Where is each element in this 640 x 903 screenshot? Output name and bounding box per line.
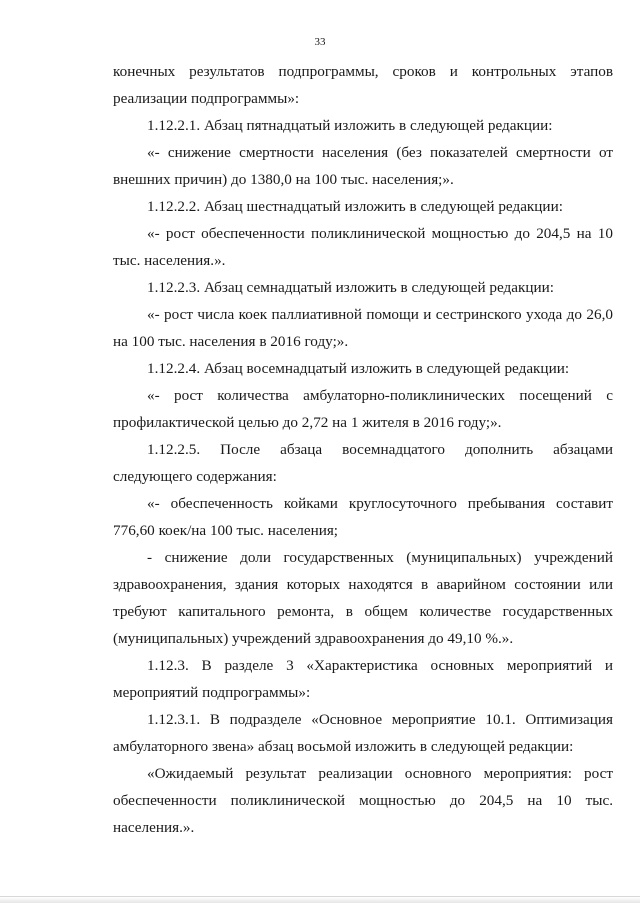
paragraph-1-12-2-4: 1.12.2.4. Абзац восемнадцатый изложить в следующей редакции: [147,360,570,377]
paragraph-polyclinic-quote: «- рост обеспеченности поликлинической мощностью до 204,5 на 10 тыс. населения.». [113,225,613,269]
page-number: 33 [314,36,326,48]
paragraph-expected-result-quote: «Ожидаемый результат реализации основного мероприятия: рост обеспеченности поликлинической мощностью до 204,5 на 10 тыс. населения.». [113,765,613,836]
paragraph-1-12-2-1: 1.12.2.1. Абзац пятнадцатый изложить в следующей редакции: [147,117,553,134]
paragraph-palliative-quote: «- рост числа коек паллиативной помощи и сестринского ухода до 26,0 на 100 тыс. населения в 2016 году;». [113,306,613,350]
paragraph-1-12-2-2: 1.12.2.2. Абзац шестнадцатый изложить в следующей редакции: [147,198,563,215]
paragraph-1-12-2-5: 1.12.2.5. После абзаца восемнадцатого дополнить абзацами следующего содержания: [113,441,613,485]
paragraph-visits-quote: «- рост количества амбулаторно-поликлинических посещений с профилактической целью до 2,72 на 1 жителя в 2016 году;». [113,387,613,431]
paragraph-1-12-3: 1.12.3. В разделе 3 «Характеристика основных мероприятий и мероприятий подпрограммы»: [113,657,613,701]
paragraph-mortality-quote: «- снижение смертности населения (без показателей смертности от внешних причин) до 1380,0 на 100 тыс. населения;». [113,144,613,188]
paragraph-1-12-2-3: 1.12.2.3. Абзац семнадцатый изложить в следующей редакции: [147,279,554,296]
paragraph-continuation: конечных результатов подпрограммы, сроков и контрольных этапов реализации подпрограммы»: [113,63,613,107]
page-bottom-edge [0,897,640,903]
document-body [113,58,613,841]
paragraph-1-12-3-1: 1.12.3.1. В подразделе «Основное мероприятие 10.1. Оптимизация амбулаторного звена» абзац восьмой изложить в следующей редакции: [113,711,613,755]
paragraph-beds-quote: «- обеспеченность койками круглосуточного пребывания составит 776,60 коек/на 100 тыс. населения; [113,495,613,539]
paragraph-buildings-quote: - снижение доли государственных (муниципальных) учреждений здравоохранения, здания которых находятся в аварийном состоянии или требуют капитального ремонта, в общем количестве государственных (муниципальных) учреждений здравоохранения до 49,10 %.». [113,549,613,647]
